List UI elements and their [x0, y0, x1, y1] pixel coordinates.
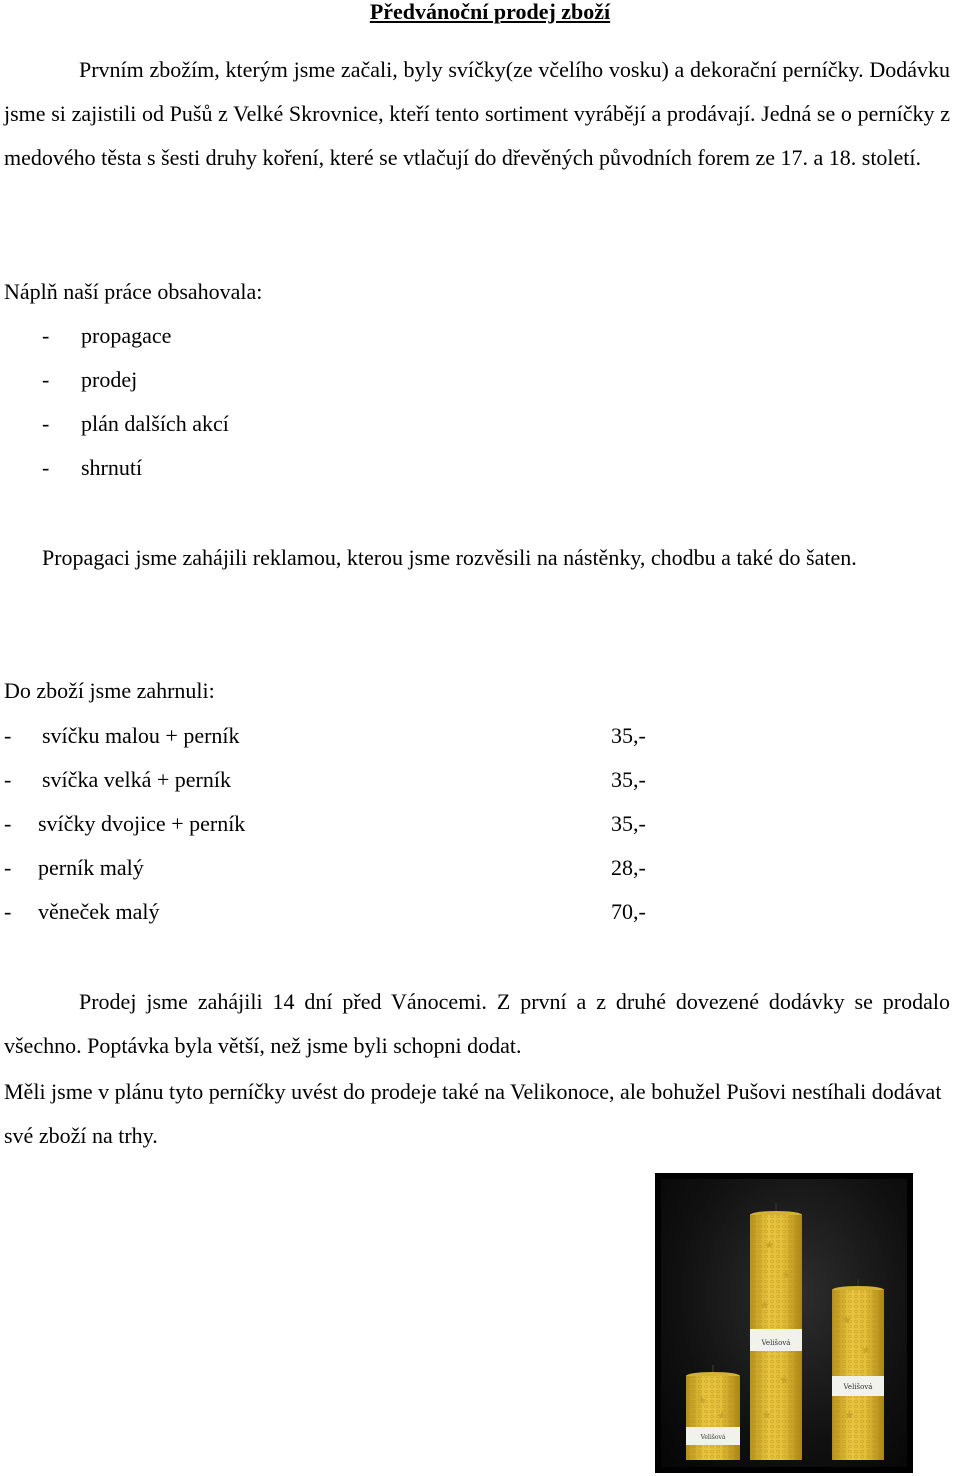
goods-row: [0, 714, 700, 758]
list-dash: -: [4, 767, 12, 792]
sale-paragraph: Prodej jsme zahájili 14 dní před Vánocemi. Z první a z druhé dovezené dodávky se prodalo všechno. Poptávka byla větší, než jsme byli schopni dodat.: [4, 989, 950, 1058]
work-heading: Náplň naší práce obsahovala:: [4, 279, 263, 304]
goods-name: svíčku malou + perník: [42, 723, 240, 748]
goods-name: svíčky dvojice + perník: [38, 811, 246, 836]
goods-name: svíčka velká + perník: [42, 767, 231, 792]
list-dash: -: [4, 811, 12, 836]
goods-price: 35,-: [611, 723, 646, 748]
small-candle-label: Velišová: [700, 1434, 726, 1441]
list-item-text: shrnutí: [81, 455, 143, 480]
small-candle: [686, 1365, 740, 1460]
goods-row: [0, 890, 700, 934]
list-item-text: plán dalších akcí: [81, 411, 229, 436]
list-dash: -: [42, 323, 50, 348]
svg-text:★: ★: [841, 1313, 852, 1327]
goods-price: 35,-: [611, 811, 646, 836]
svg-text:★: ★: [759, 1298, 770, 1312]
list-dash: -: [42, 367, 50, 392]
tall-candle-label: Velišová: [761, 1339, 791, 1347]
photo-background: [661, 1179, 907, 1467]
medium-candle: [832, 1279, 884, 1460]
goods-list: [0, 714, 700, 934]
svg-text:★: ★: [764, 1238, 775, 1252]
list-dash: -: [4, 855, 12, 880]
goods-price: 28,-: [611, 855, 646, 880]
svg-text:★: ★: [861, 1343, 872, 1357]
goods-heading: Do zboží jsme zahrnuli:: [4, 678, 215, 703]
list-item-text: propagace: [81, 323, 172, 348]
svg-text:★: ★: [697, 1395, 707, 1407]
svg-text:★: ★: [761, 1408, 772, 1422]
svg-text:★: ★: [717, 1410, 727, 1422]
goods-name: perník malý: [38, 855, 144, 880]
goods-row: [0, 802, 700, 846]
promo-paragraph: Propagaci jsme zahájili reklamou, kterou jsme rozvěsili na nástěnky, chodbu a také do šaten.: [42, 545, 857, 570]
goods-row: [0, 846, 700, 890]
list-dash: -: [42, 411, 50, 436]
list-dash: -: [4, 723, 12, 748]
intro-paragraph: Prvním zbožím, kterým jsme začali, byly svíčky(ze včelího vosku) a dekorační perníčky. Dodávku jsme si zajistili od Pušů z Velké Skrovnice, kteří tento sortiment vyrábějí a prodávají. Jedná se o perníčky z medového těsta s šesti druhy koření, které se vtlačují do dřevěných původních forem ze 17. a 18. století.: [4, 57, 950, 170]
plan-paragraph: Měli jsme v plánu tyto perníčky uvést do prodeje také na Velikonoce, ale bohužel Pušovi nestíhali dodávat své zboží na trhy.: [4, 1079, 942, 1148]
medium-candle-label: Velišová: [843, 1383, 873, 1391]
document-title: Předvánoční prodej zboží: [369, 0, 611, 24]
candles-photo: [655, 1173, 913, 1473]
goods-row: [0, 758, 700, 802]
list-dash: -: [42, 455, 50, 480]
svg-text:★: ★: [781, 1268, 792, 1282]
beeswax-candles-image: [661, 1179, 907, 1467]
goods-name: věneček malý: [38, 899, 160, 924]
list-dash: -: [4, 899, 12, 924]
list-item-text: prodej: [81, 367, 138, 392]
goods-price: 35,-: [611, 767, 646, 792]
tall-candle: [750, 1203, 802, 1460]
svg-text:★: ★: [844, 1408, 855, 1422]
goods-price: 70,-: [611, 899, 646, 924]
svg-text:★: ★: [779, 1373, 790, 1387]
